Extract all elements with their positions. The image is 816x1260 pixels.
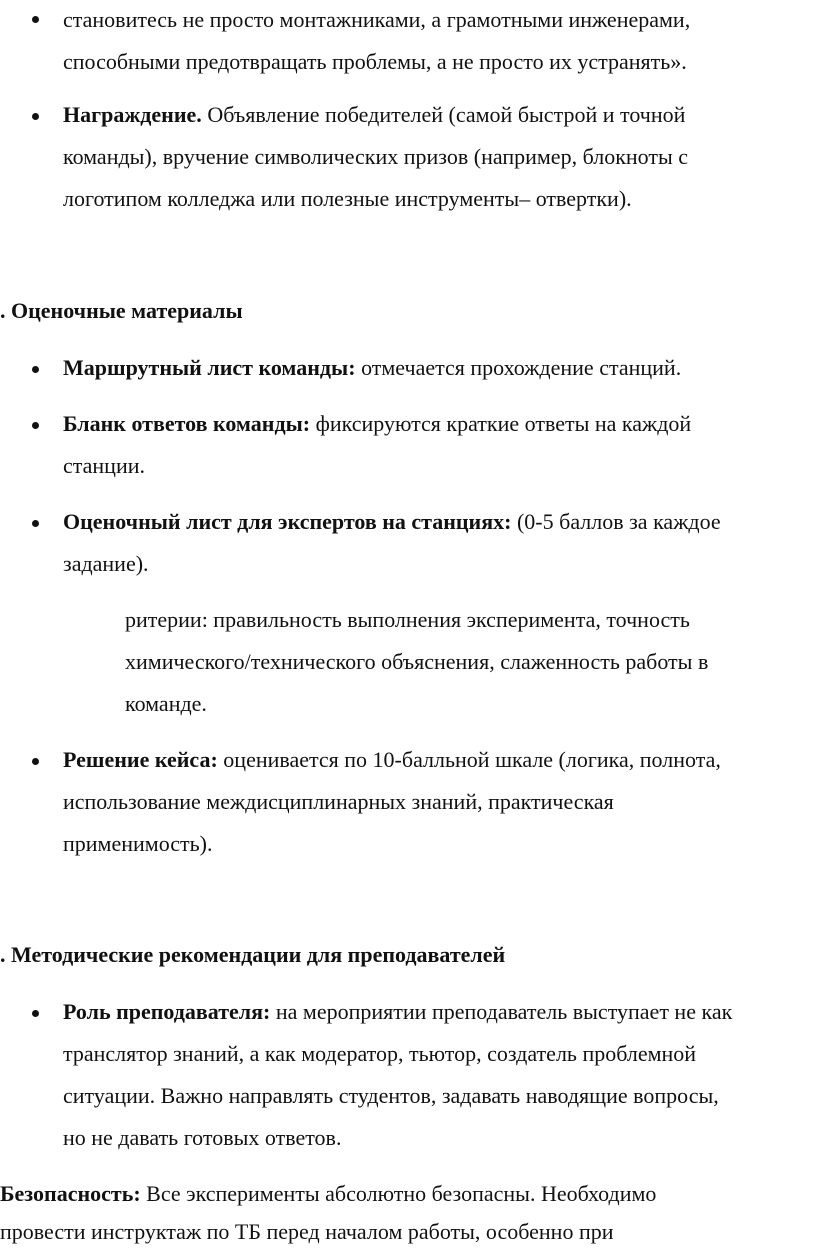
criteria-line-1: ритерии: правильность выполнения эксперимента, точность [125, 607, 690, 632]
teacher-role-line-4: но не давать готовых ответов. [63, 1125, 342, 1150]
award-text: Объявление победителей (самой быстрой и точной [201, 102, 686, 127]
case-solution-label: Решение кейса: [63, 747, 218, 772]
answer-form-line-1 [63, 411, 691, 437]
expert-sheet-line-1 [63, 509, 721, 535]
case-solution-text: оценивается по 10-балльной шкале (логика, полнота, [217, 747, 721, 772]
safety-label: Безопасность: [0, 1181, 141, 1206]
expert-sheet-label: Оценочный лист для экспертов на станциях: [63, 509, 512, 534]
bullet-teacher-role [32, 1010, 39, 1017]
methods-heading: . Методические рекомендации для преподавателей [0, 942, 506, 967]
teacher-role-line-1 [63, 999, 732, 1025]
assessment-heading: . Оценочные материалы [0, 298, 243, 323]
answer-form-text: фиксируются краткие ответы на каждой [310, 411, 692, 436]
answer-form-line-2: станции. [63, 453, 146, 478]
route-sheet-text: отмечается прохождение станций. [355, 355, 682, 380]
case-solution-line-1 [63, 747, 721, 773]
bullet-case-solution [32, 758, 39, 765]
teacher-role-label: Роль преподавателя: [63, 999, 271, 1024]
safety-text: Все эксперименты абсолютно безопасны. Необходимо [140, 1181, 657, 1206]
case-solution-line-2: использование междисциплинарных знаний, практическая [63, 789, 614, 814]
case-solution-line-3: применимость). [63, 831, 213, 856]
award-line-1 [63, 102, 685, 128]
route-sheet-label: Маршрутный лист команды: [63, 355, 356, 380]
award-label: Награждение. [63, 102, 202, 127]
bullet-expert-sheet [32, 520, 39, 527]
teacher-role-text: на мероприятии преподаватель выступает не как [270, 999, 733, 1024]
safety-line-1 [0, 1181, 656, 1207]
expert-sheet-line-2: задание). [63, 551, 149, 576]
expert-sheet-text: (0-5 баллов за каждое [511, 509, 721, 534]
bullet-intro [32, 16, 39, 23]
intro-line-2: способными предотвращать проблемы, а не просто их устранять». [63, 49, 687, 74]
teacher-role-line-2: транслятор знаний, а как модератор, тьютор, создатель проблемной [63, 1041, 697, 1066]
teacher-role-line-3: ситуации. Важно направлять студентов, задавать наводящие вопросы, [63, 1083, 719, 1108]
criteria-line-2: химического/технического объяснения, слаженность работы в [125, 649, 709, 674]
award-line-2: команды), вручение символических призов (например, блокноты с [63, 144, 689, 169]
bullet-award [32, 113, 39, 120]
route-sheet-line [63, 355, 681, 381]
criteria-line-3: команде. [125, 691, 207, 716]
bullet-answer-form [32, 422, 39, 429]
safety-line-2: провести инструктаж по ТБ перед началом работы, особенно при [0, 1219, 614, 1244]
intro-line-1: становитесь не просто монтажниками, а грамотными инженерами, [63, 7, 691, 32]
answer-form-label: Бланк ответов команды: [63, 411, 311, 436]
award-line-3: логотипом колледжа или полезные инструменты– отвертки). [63, 186, 632, 211]
bullet-route-sheet [32, 366, 39, 373]
